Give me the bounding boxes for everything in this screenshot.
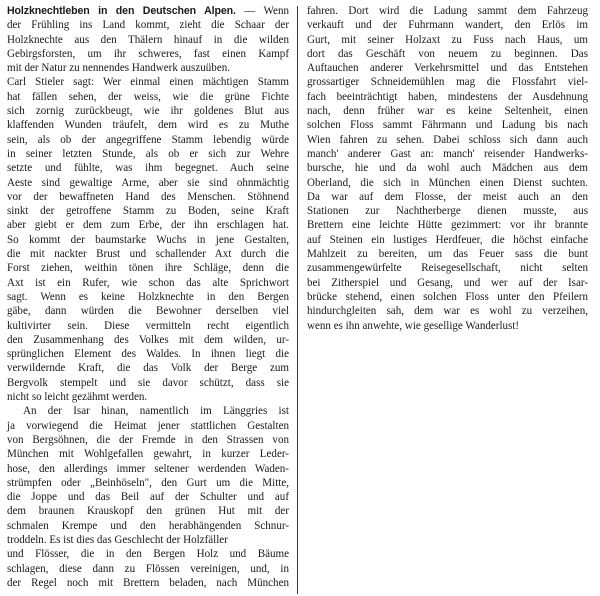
text-line: Oberland, die sich in München einen Dienst suchten. (307, 176, 588, 189)
text-line: die mit nackter Brust und schallender Axt durch die (7, 248, 289, 261)
article-heading: Holzknechtleben in den Deutschen Alpen. (7, 5, 236, 17)
text-line: Axt ist ein Rufer, wie schon das alte Sprichwort (7, 276, 289, 289)
text-line: sich zornig zurückbeugt, wie ihr goldenes Blut aus (7, 105, 289, 118)
text-line: schmalen Krempe und den herabhängenden Schnur- (7, 519, 289, 532)
text-line: sein, als ob der angegriffene Stamm lebendig würde (7, 133, 289, 146)
text-line: aber giebt er dem zum Erbe, der ihn erschlagen hat. (7, 219, 289, 232)
text-line: troddeln. Es ist dies das Geschlecht der Holzfäller (7, 533, 228, 546)
text-line: dort das Geschäft von neuem zu beginnen. Das (307, 47, 588, 60)
text-line: strümpfen oder „Beinhöseln", den Gurt um die Mitte, (7, 476, 289, 489)
text-line: München mit Wohlgefallen gewahrt, in kurzer Leder- (7, 448, 289, 461)
right-column (298, 4, 588, 596)
text-line: So kommt der baumstarke Wuchs in jene Gestalten, (7, 233, 289, 246)
text-line: sagt. Wenn es keine Holzknechte in den Bergen (7, 290, 289, 303)
text-line: solchen Floss sammt Fährmann und Ladung bis nach (307, 119, 588, 132)
text-line: sprünglichen Element des Waldes. In ihnen liegt die (7, 348, 289, 361)
text-line: nicht so leicht gezähmt werden. (7, 391, 148, 404)
text-line: Gebirgsforsten, um ihr schweres, fast einen Kampf (7, 47, 289, 60)
text-line: hose, den allerdings immer seltener werdenden Waden- (7, 462, 289, 475)
first-line-rest: — Wenn (235, 5, 289, 17)
left-column (7, 4, 297, 596)
text-line: sinkt der getroffene Stamm zu Boden, seine Kraft (7, 205, 289, 218)
text-line: An der Isar hinan, namentlich im Länggries ist (23, 405, 289, 418)
text-line: und Flösser, die in den Bergen Holz und Bäume (7, 548, 289, 561)
text-line: Brettern eine leichte Hütte gezimmert: vor ihr brannte (307, 219, 588, 232)
text-line: klaffenden Wunden träufelt, dem wird es zu Muthe (7, 119, 289, 132)
text-line: setzte und fühlte, was ihm begegnet. Auch seine (7, 162, 289, 175)
text-line: der Frühling ins Land kommt, zieht die Schaar der (7, 19, 289, 32)
text-line: schlagen, diese dann zu Flössen vereinigen, und, in (7, 562, 289, 575)
text-line: von Bergsöhnen, die der Fremde in den Strassen von (7, 433, 289, 446)
text-line: fach beeinträchtigt haben, mindestens der Ausdehnung (307, 90, 588, 103)
text-line: Da war auf dem Flosse, der meist auch an den (307, 190, 588, 203)
text-line: dem braunen Krauskopf den grünen Hut mit der (7, 505, 289, 518)
text-line: kultivirter sein. Diese vermitteln recht eigentlich (7, 319, 289, 332)
text-line: Mahlzeit zu bereiten, um das Feuer sass die bunt (307, 248, 588, 261)
text-line: wenn es ihn anwehte, wie gesellige Wanderlust! (307, 319, 520, 332)
text-line: ja vorwiegend die Heimat jener stattlichen Gestalten (7, 419, 289, 432)
text-line: Forst ziehen, weithin tönen ihre Schläge, denn die (7, 262, 289, 275)
text-line: Gurt, mit seiner Holzaxt zu Fuss nach Haus, um (307, 33, 588, 46)
text-line: manch' anderer Gast an: manch' reisender Handwerks- (307, 147, 588, 160)
text-line: den Zusammenhang des Volkes mit dem wilden, ur- (7, 333, 289, 346)
text-line: brücke stehend, einen solchen Floss unter den Pfeilern (307, 290, 588, 303)
text-line: Aeste sind gewaltige Arme, aber sie sind ohnmächtig (7, 176, 289, 189)
text-line: fahren. Dort wird die Ladung sammt dem Fahrzeug (307, 5, 588, 17)
text-line: mit der Natur zu nennendes Handwerk auszuüben. (7, 62, 231, 75)
text-line: bursche, hie und da wohl auch Mädchen aus dem (307, 162, 588, 175)
text-line: Auftauchen anderer Verkehrsmittel und das Entstehen (307, 62, 588, 75)
text-line: verwildernde Kraft, die das Volk der Berge zum (7, 362, 289, 375)
text-line: in seiner letzten Stunde, als ob er sich zur Wehre (7, 147, 289, 160)
text-line: hat fällen sehen, der weiss, wie die grüne Fichte (7, 90, 289, 103)
text-line: Stationen zur Nachtherberge dienen musste, aus (307, 205, 588, 218)
text-line: die Joppe und das Beil auf der Schulter und auf (7, 491, 289, 504)
text-line: Holzknechte aus den Thälern hinauf in die wilden (7, 33, 289, 46)
text-line: nach, denn früher war es keine Seltenheit, einen (307, 105, 588, 118)
text-line: Wien fahren zu sehen. Dabei schloss sich dann auch (307, 133, 588, 146)
first-line (7, 4, 289, 18)
text-line: bei Zitherspiel und Gesang, und wer auf der Isar- (307, 276, 588, 289)
text-line: hindurchgleiten sah, dem war es wohl zu verzeihen, (307, 305, 588, 318)
text-line: zusammengewürfelte Reisegesellschaft, nicht selten (307, 262, 588, 275)
text-line: grossartiger Schneidemühlen mag die Flossfahrt viel- (307, 76, 588, 89)
text-line: Carl Stieler sagt: Wer einmal einen mächtigen Stamm (7, 76, 289, 89)
text-line: verkauft und der Fuhrmann wandert, den Erlös im (307, 19, 588, 32)
text-line: der Regel noch mit Brettern beladen, nach München (7, 576, 289, 589)
text-line: vor der bewaffneten Hand des Menschen. Stöhnend (7, 190, 289, 203)
text-line: Bergvolk stempelt und sie davor schützt, dass sie (7, 376, 289, 389)
text-line: gäbe, dann würden die Bewohner derselben viel (7, 305, 289, 318)
text-line: auf Steinen ein lustiges Herdfeuer, die höchst einfache (307, 233, 588, 246)
